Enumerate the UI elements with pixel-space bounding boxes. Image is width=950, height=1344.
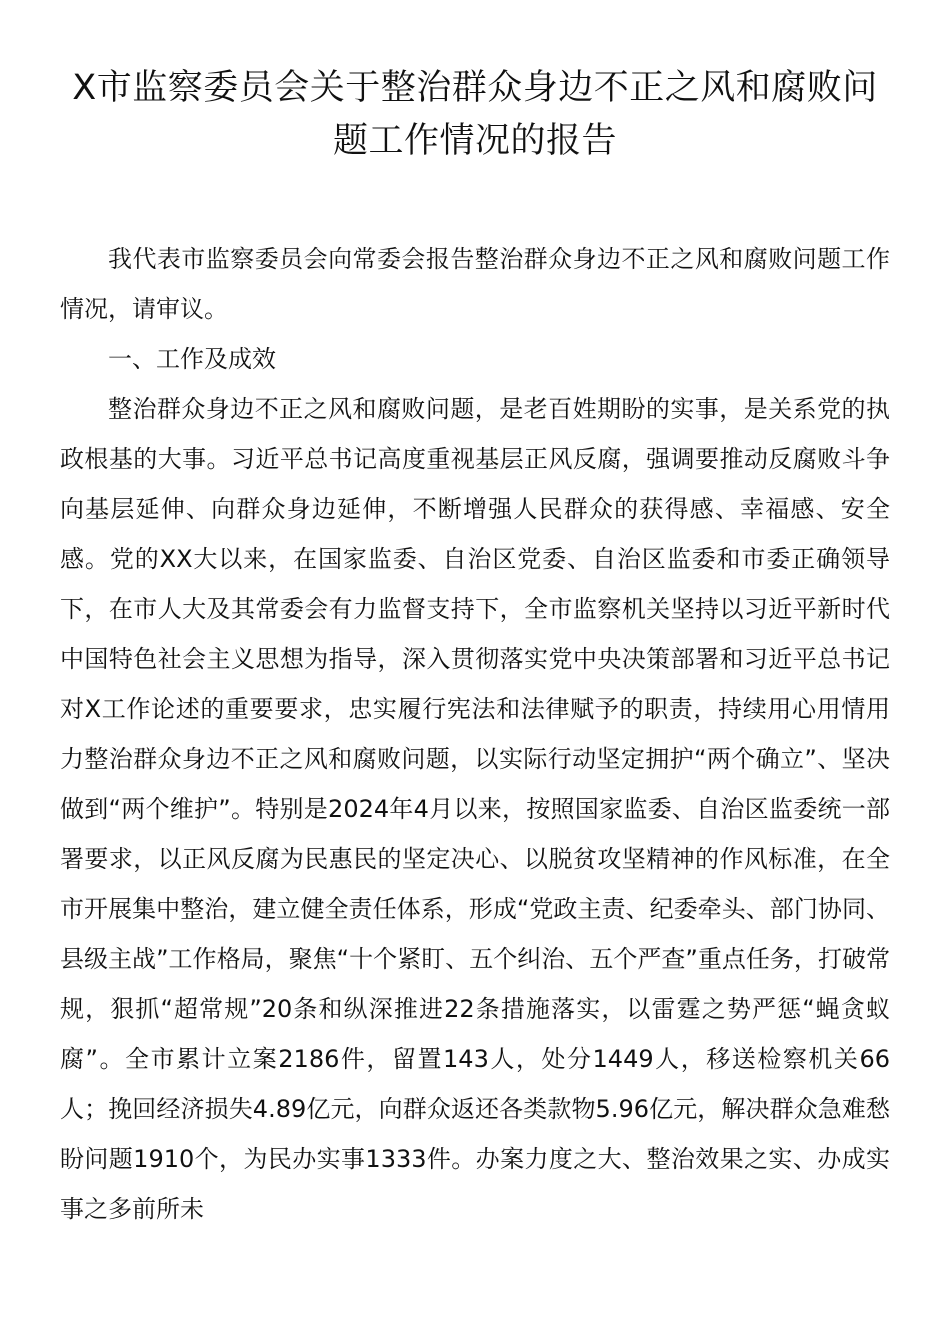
document-body [60, 234, 890, 1234]
intro-paragraph: 我代表市监察委员会向常委会报告整治群众身边不正之风和腐败问题工作情况，请审议。 [60, 245, 890, 323]
section-heading: 一、工作及成效 [108, 345, 276, 373]
document-title: X市监察委员会关于整治群众身边不正之风和腐败问题工作情况的报告 [72, 68, 878, 161]
body-paragraph: 整治群众身边不正之风和腐败问题，是老百姓期盼的实事，是关系党的执政根基的大事。习近平总书记高度重视基层正风反腐，强调要推动反腐败斗争向基层延伸、向群众身边延伸，不断增强人民群众的获得感、幸福感、安全感。党的XX大以来，在国家监委、自治区党委、自治区监委和市委正确领导下，在市人大及其常委会有力监督支持下，全市监察机关坚持以习近平新时代中国特色社会主义思想为指导，深入贯彻落实党中央决策部署和习近平总书记对X工作论述的重要要求，忠实履行宪法和法律赋予的职责，持续用心用情用力整治群众身边不正之风和腐败问题，以实际行动坚定拥护“两个确立”、坚决做到“两个维护”。特别是2024年4月以来，按照国家监委、自治区监委统一部署要求，以正风反腐为民惠民的坚定决心、以脱贫攻坚精神的作风标准，在全市开展集中整治，建立健全责任体系，形成“党政主责、纪委牵头、部门协同、县级主战”工作格局，聚焦“十个紧盯、五个纠治、五个严查”重点任务，打破常规，狠抓“超常规”20条和纵深推进22条措施落实，以雷霆之势严惩“蝇贪蚁腐”。全市累计立案2186件，留置143人，处分1449人，移送检察机关66人；挽回经济损失4.89亿元，向群众返还各类款物5.96亿元，解决群众急难愁盼问题1910个，为民办实事1333件。办案力度之大、整治效果之实、办成实事之多前所未 [60, 395, 890, 1223]
